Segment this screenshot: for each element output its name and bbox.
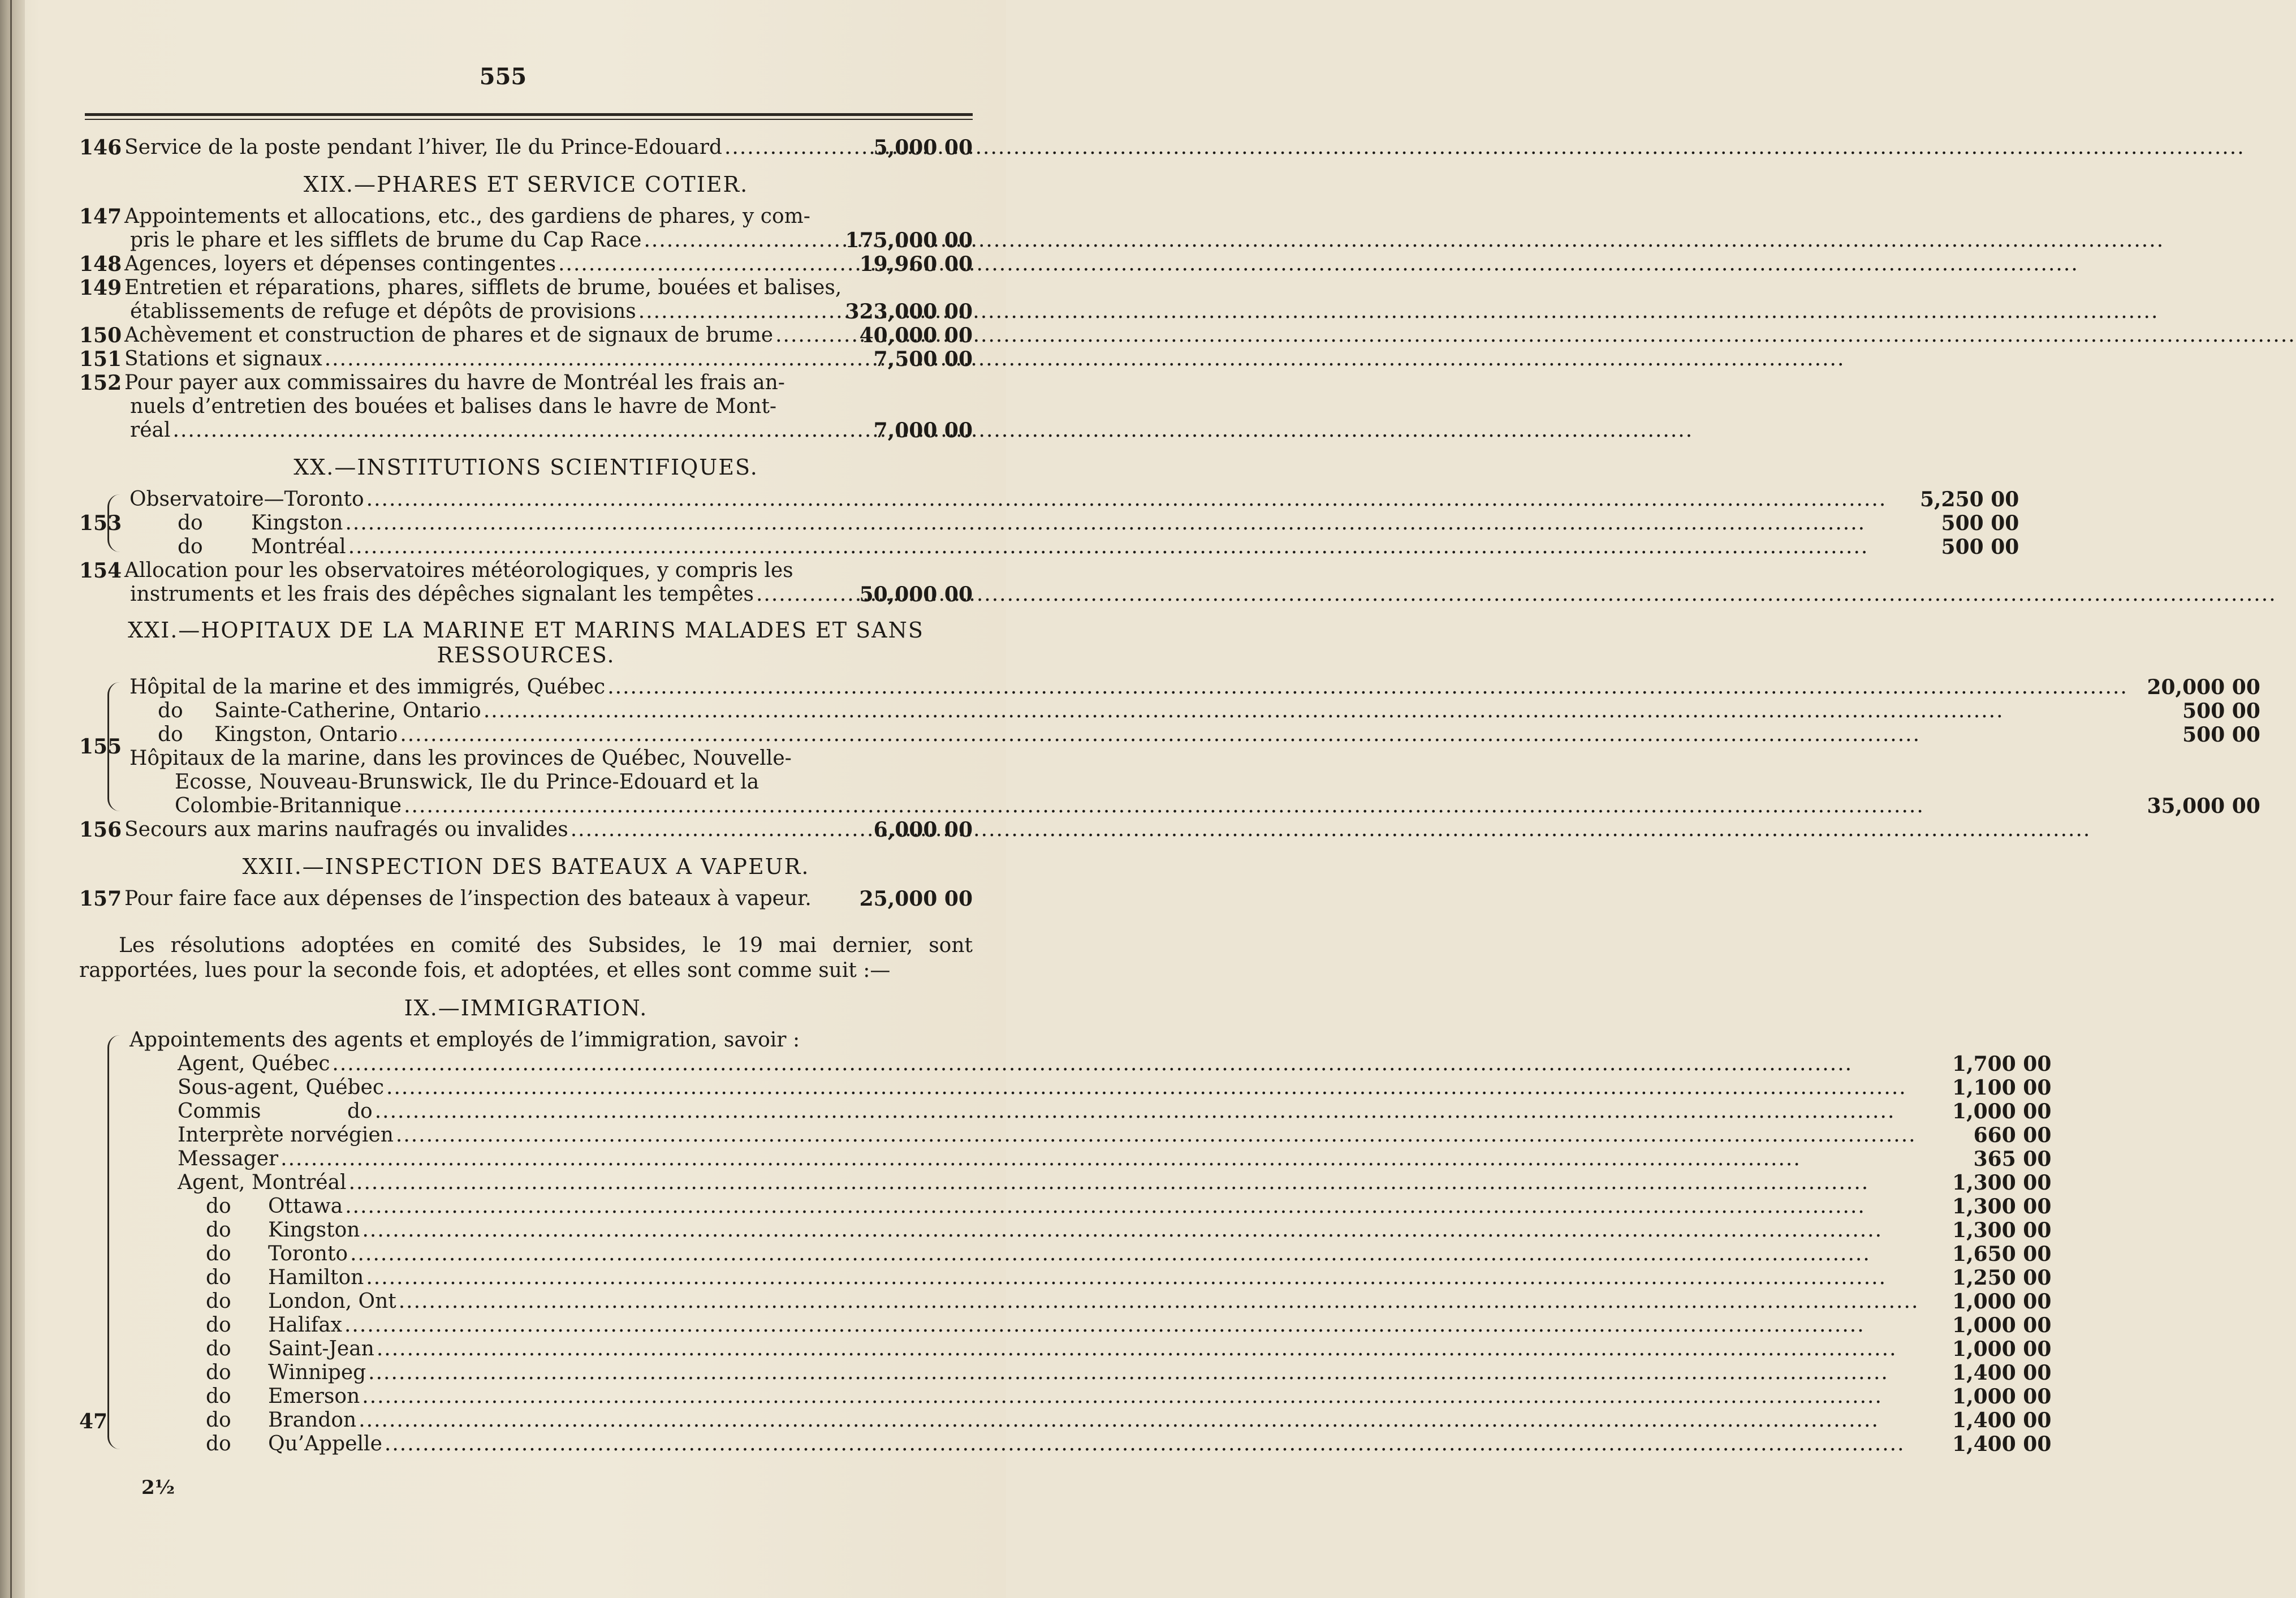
entry-amount: 1,400 00 (1952, 1409, 2052, 1432)
ditto-mark: do (206, 1385, 231, 1408)
entry-amount: 1,000 00 (1952, 1385, 2052, 1409)
leader-dots (399, 1290, 1919, 1313)
entry-text: Winnipeg (268, 1361, 366, 1384)
entry-152-l1 (79, 371, 973, 395)
immigration-agent (130, 1361, 2051, 1385)
section-heading-ix: IX.—IMMIGRATION. (404, 996, 648, 1020)
immigration-item (130, 1123, 2051, 1147)
entry-amount: 25,000 00 (859, 887, 973, 911)
section-heading-xxii: XXII.—INSPECTION DES BATEAUX A VAPEUR. (242, 854, 810, 879)
immigration-agent (130, 1432, 2051, 1456)
ditto-mark: do (158, 699, 183, 722)
ditto-mark: do (178, 535, 203, 558)
spine-line (10, 0, 12, 1598)
leader-dots (756, 583, 840, 606)
leader-dots (400, 723, 2128, 747)
leader-dots (362, 1385, 1919, 1409)
entry-amount: 7,000 00 (873, 419, 973, 442)
entry-155-hopitaux-l3 (130, 794, 2260, 818)
entry-text: Hamilton (268, 1266, 364, 1289)
group-number: 153 (79, 511, 122, 535)
group-number: 155 (79, 735, 122, 759)
entry-text: Observatoire—Toronto (130, 488, 364, 511)
immigration-agent (130, 1242, 2051, 1266)
entry-text: Entretien et réparations, phares, sifflets de brume, bouées et balises, (124, 276, 842, 299)
section-heading-xxi (79, 618, 973, 667)
leader-dots (345, 511, 1887, 535)
entry-text: nuels d’entretien des bouées et balises dans le havre de Mont- (130, 395, 777, 418)
entry-text: Agences, loyers et dépenses contingentes (124, 252, 556, 275)
entry-text: Interprète norvégien (178, 1123, 394, 1147)
entry-147-l1 (79, 205, 973, 229)
entry-amount: 1,400 00 (1952, 1361, 2052, 1385)
entry-amount: 500 00 (2182, 723, 2260, 747)
entry-amount: 1,400 00 (1952, 1432, 2052, 1456)
ditto-mark: do (206, 1337, 231, 1360)
ditto-mark: do (206, 1313, 231, 1337)
entry-text: Halifax (268, 1313, 342, 1337)
entry-number: 150 (79, 324, 122, 347)
entry-153-toronto (130, 488, 2019, 511)
ditto-mark: do (178, 511, 203, 535)
entry-text: Stations et signaux (124, 347, 322, 371)
entry-amount: 5,000 00 (873, 136, 973, 160)
entry-amount: 1,300 00 (1952, 1195, 2052, 1218)
leader-dots (350, 1242, 1919, 1266)
section-heading-xix: XIX.—PHARES ET SERVICE COTIER. (303, 172, 749, 197)
entry-154-l1 (79, 559, 973, 583)
entry-amount: 7,500 00 (873, 347, 973, 371)
entry-153-montreal (130, 535, 2019, 559)
entry-text: Hôpitaux de la marine, dans les provinces de Québec, Nouvelle- (130, 747, 792, 770)
leader-dots (349, 1171, 1919, 1195)
entry-text: Montréal (251, 535, 346, 558)
leader-dots (558, 252, 840, 276)
entry-text: réal (130, 419, 171, 442)
entry-149-l2 (79, 300, 973, 324)
entry-text: Hôpital de la marine et des immigrés, Québec (130, 675, 606, 699)
ditto-mark: do (206, 1361, 231, 1384)
entry-amount: 1,000 00 (1952, 1313, 2052, 1337)
leader-dots (366, 1266, 1919, 1290)
leader-dots (377, 1337, 1919, 1361)
entry-text: Appointements des agents et employés de l’immigration, savoir : (130, 1028, 800, 1052)
entry-151 (79, 347, 973, 371)
ditto-mark: do (206, 1290, 231, 1313)
brace (107, 1035, 126, 1449)
entry-amount: 20,000 00 (2147, 675, 2260, 699)
entry-number: 152 (79, 371, 122, 395)
signature-mark: 2½ (141, 1476, 175, 1499)
entry-amount: 500 00 (2182, 699, 2260, 723)
page-number: 555 (479, 63, 527, 90)
immigration-item (130, 1052, 2051, 1076)
entry-text: Achèvement et construction de phares et de signaux de brume (124, 324, 774, 347)
resolution-paragraph: Les résolutions adoptées en comité des Subsides, le 19 mai dernier, sont rapportées, lues pour la seconde fois, et adoptées, et elles sont comme suit :— (79, 934, 973, 982)
entry-text: Pour payer aux commissaires du havre de Montréal les frais an- (124, 371, 785, 394)
entry-text: pris le phare et les sifflets de brume du Cap Race (130, 229, 642, 252)
entry-amount: 5,250 00 (1919, 488, 2019, 511)
entry-text: London, Ont (268, 1290, 396, 1313)
entry-text: Sous-agent, Québec (178, 1076, 385, 1099)
leader-dots (386, 1076, 1919, 1100)
entry-amount: 1,650 00 (1952, 1242, 2052, 1266)
brace (107, 494, 126, 552)
immigration-intro (130, 1028, 2051, 1052)
entry-157 (79, 887, 973, 911)
entry-number: 157 (79, 887, 122, 911)
entry-text: Colombie-Britannique (175, 794, 402, 817)
entry-amount: 175,000 00 (845, 229, 973, 252)
leader-dots (571, 818, 840, 842)
entry-amount: 50,000 00 (859, 583, 973, 606)
entry-text: Allocation pour les observatoires météorologiques, y compris les (124, 559, 793, 582)
leader-dots (325, 347, 840, 371)
header-rule-thin (85, 119, 973, 120)
entry-text: Kingston (251, 511, 343, 535)
leader-dots (724, 136, 840, 160)
leader-dots (366, 488, 1887, 511)
section-heading-xx: XX.—INSTITUTIONS SCIENTIFIQUES. (294, 455, 758, 480)
leader-dots (644, 229, 840, 252)
entry-155-quebec (130, 675, 2260, 699)
entry-text: Sainte-Catherine, Ontario (214, 699, 481, 722)
ditto-mark: do (206, 1432, 231, 1455)
entry-text: établissements de refuge et dépôts de provisions (130, 300, 636, 323)
entry-155-hopitaux-l1 (130, 747, 2260, 770)
entry-amount: 365 00 (1973, 1147, 2052, 1171)
group-number: 47 (79, 1410, 108, 1433)
entry-amount: 323,000 00 (845, 300, 973, 324)
leader-dots (280, 1147, 1919, 1171)
entry-155-kingston (130, 723, 2260, 747)
entry-text: Agent, Québec (178, 1052, 330, 1075)
entry-amount: 500 00 (1941, 511, 2019, 535)
leader-dots (404, 794, 2128, 818)
entry-number: 146 (79, 136, 122, 160)
leader-dots (362, 1218, 1919, 1242)
ditto-mark: do (158, 723, 183, 746)
leader-dots (775, 324, 840, 347)
brace (107, 682, 126, 811)
entry-text: Messager (178, 1147, 279, 1170)
header-rule (85, 113, 973, 116)
entry-147-l2 (79, 229, 973, 252)
entry-text: Ottawa (268, 1195, 343, 1218)
entry-amount: 500 00 (1941, 535, 2019, 559)
immigration-agent (130, 1266, 2051, 1290)
leader-dots (396, 1123, 1919, 1147)
entry-text: Ecosse, Nouveau-Brunswick, Ile du Prince-Edouard et la (175, 770, 759, 794)
entry-number: 154 (79, 559, 122, 583)
entry-number: 147 (79, 205, 122, 229)
entry-amount: 19,960 00 (859, 252, 973, 276)
ditto-mark: do (206, 1266, 231, 1289)
immigration-agent (130, 1409, 2051, 1432)
group-47 (79, 1028, 2052, 1456)
entry-text: Emerson (268, 1385, 360, 1408)
entry-number: 151 (79, 347, 122, 371)
entry-155-stecatherine (130, 699, 2260, 723)
entry-155-hopitaux-l2 (130, 770, 2260, 794)
book-spine (0, 0, 25, 1598)
leader-dots (348, 535, 1887, 559)
ditto-mark: do (347, 1100, 373, 1123)
entry-label: Commis (178, 1100, 261, 1123)
immigration-agent (130, 1313, 2051, 1337)
entry-149-l1 (79, 276, 973, 300)
entry-text: Qu’Appelle (268, 1432, 382, 1455)
ditto-mark: do (206, 1218, 231, 1242)
page-content (79, 136, 2260, 1456)
entry-text: Appointements et allocations, etc., des gardiens de phares, y com- (124, 205, 810, 228)
immigration-agent (130, 1195, 2051, 1218)
entry-amount: 6,000 00 (873, 818, 973, 842)
entry-text: Pour faire face aux dépenses de l’inspection des bateaux à vapeur. (124, 887, 812, 910)
leader-dots (345, 1195, 1919, 1218)
entry-text: Toronto (268, 1242, 348, 1265)
entry-number: 148 (79, 252, 122, 276)
entry-amount: 35,000 00 (2147, 794, 2260, 818)
entry-amount: 1,000 00 (1952, 1290, 2052, 1313)
entry-152-l2 (79, 395, 973, 419)
entry-154-l2 (79, 583, 973, 606)
ditto-mark: do (206, 1409, 231, 1432)
entry-amount: 1,250 00 (1952, 1266, 2052, 1290)
entry-156 (79, 818, 973, 842)
entry-amount: 1,300 00 (1952, 1218, 2052, 1242)
entry-text: Agent, Montréal (178, 1171, 347, 1194)
leader-dots (607, 675, 2128, 699)
entry-text: Secours aux marins naufragés ou invalides (124, 818, 568, 841)
ditto-mark: do (206, 1195, 231, 1218)
entry-146 (79, 136, 973, 160)
leader-dots (359, 1409, 1919, 1432)
heading-line: XXI.—HOPITAUX DE LA MARINE ET MARINS MALADES ET SANS (128, 618, 924, 643)
group-155 (79, 675, 2260, 818)
group-153 (79, 488, 2019, 559)
entry-text: instruments et les frais des dépêches signalant les tempêtes (130, 583, 754, 606)
immigration-item (130, 1100, 2051, 1123)
entry-amount: 1,000 00 (1952, 1337, 2052, 1361)
immigration-agent (130, 1290, 2051, 1313)
entry-150 (79, 324, 973, 347)
entry-number: 156 (79, 818, 122, 842)
immigration-agent (130, 1218, 2051, 1242)
immigration-agent (130, 1337, 2051, 1361)
leader-dots (638, 300, 840, 324)
leader-dots (173, 419, 841, 442)
entry-148 (79, 252, 973, 276)
entry-text: Kingston (268, 1218, 360, 1242)
immigration-item (130, 1147, 2051, 1171)
immigration-item (130, 1076, 2051, 1100)
entry-text: Saint-Jean (268, 1337, 374, 1360)
heading-line: RESSOURCES. (437, 643, 615, 667)
ditto-mark: do (206, 1242, 231, 1265)
leader-dots (484, 699, 2128, 723)
leader-dots (385, 1432, 1919, 1456)
entry-number: 149 (79, 276, 122, 300)
immigration-agent (130, 1385, 2051, 1409)
entry-amount: 1,100 00 (1952, 1076, 2052, 1100)
entry-amount: 1,300 00 (1952, 1171, 2052, 1195)
entry-amount: 1,000 00 (1952, 1100, 2052, 1123)
entry-152-l3 (79, 419, 973, 442)
leader-dots (375, 1100, 1919, 1123)
leader-dots (332, 1052, 1919, 1076)
immigration-item (130, 1171, 2051, 1195)
leader-dots (368, 1361, 1919, 1385)
entry-amount: 40,000 00 (859, 324, 973, 347)
entry-amount: 1,700 00 (1952, 1052, 2052, 1076)
entry-amount: 660 00 (1973, 1123, 2052, 1147)
entry-text: Service de la poste pendant l’hiver, Ile du Prince-Edouard (124, 136, 722, 159)
entry-text: Brandon (268, 1409, 357, 1432)
entry-153-kingston (130, 511, 2019, 535)
entry-text: Kingston, Ontario (214, 723, 398, 746)
leader-dots (344, 1313, 1919, 1337)
